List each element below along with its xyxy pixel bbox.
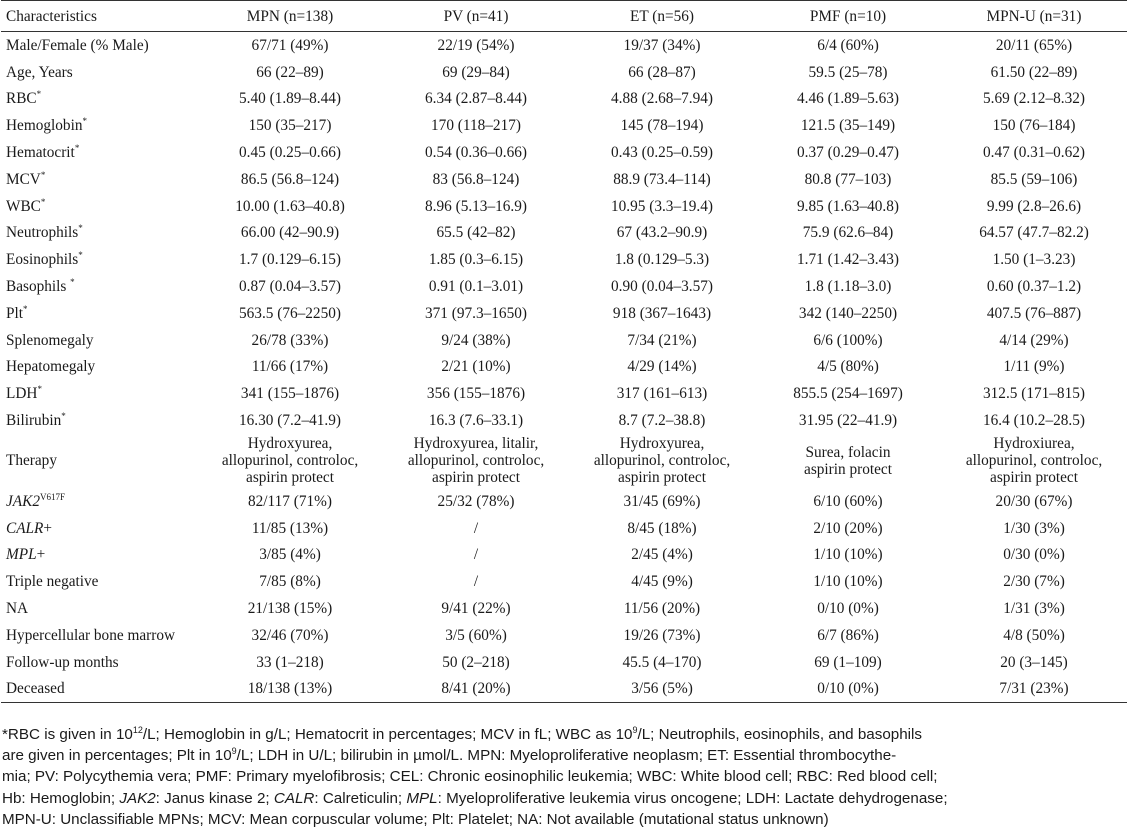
row-label-text: Bilirubin (6, 412, 62, 430)
row-label-superscript: * (23, 303, 28, 314)
table-cell: 61.50 (22–89) (990, 63, 1078, 81)
table-cell: 150 (76–184) (992, 117, 1076, 135)
header-mpn: MPN (n=138) (197, 1, 383, 32)
row-label-text: Triple negative (6, 573, 99, 591)
table-cell: 16.30 (7.2–41.9) (239, 412, 341, 430)
table-footnote (2, 724, 1122, 830)
table-cell: 66 (28–87) (628, 63, 696, 81)
table-cell: 32/46 (70%) (251, 626, 329, 644)
table-cell: 86.5 (56.8–124) (240, 170, 340, 188)
row-label (1, 246, 197, 273)
row-label (1, 434, 197, 488)
table-cell: 64.57 (47.7–82.2) (979, 224, 1089, 242)
footnote-text: MPN-U: Unclassifiable MPNs; MCV: Mean corpuscular volume; Plt: Platelet; NA: Not available (mutational status unknown) (2, 810, 829, 828)
table-cell-line: aspirin protect (618, 469, 706, 487)
table-row (1, 327, 1127, 354)
table-cell: 9/41 (22%) (441, 600, 511, 618)
row-label (1, 649, 197, 676)
row-label (1, 622, 197, 649)
table-row (1, 542, 1127, 569)
table-cell: 312.5 (171–815) (983, 385, 1085, 403)
row-label-superscript: * (37, 384, 42, 395)
table-cell: 1.8 (1.18–3.0) (804, 278, 892, 296)
row-label (1, 327, 197, 354)
table-cell: 9/24 (38%) (441, 331, 511, 349)
table-cell: 2/21 (10%) (441, 358, 511, 376)
table-cell: 8.7 (7.2–38.8) (618, 412, 706, 430)
table-row (1, 166, 1127, 193)
table-cell: 1/10 (10%) (813, 546, 883, 564)
row-label (1, 568, 197, 595)
table-cell: 3/5 (60%) (445, 626, 507, 644)
table-cell: 31.95 (22–41.9) (798, 412, 898, 430)
table-cell: 31/45 (69%) (623, 492, 701, 510)
row-label-text: LDH (6, 385, 38, 403)
table-row (1, 380, 1127, 407)
row-label-suffix: + (36, 546, 46, 564)
footnote-text: /L; Neutrophils, eosinophils, and basophils (637, 726, 923, 743)
table-cell (383, 434, 569, 488)
row-label (1, 86, 197, 113)
row-label (1, 300, 197, 327)
table-cell-line: aspirin protect (804, 460, 892, 478)
table-cell: 20/30 (67%) (995, 492, 1073, 510)
table-cell: 4.46 (1.89–5.63) (797, 90, 899, 108)
row-label-text: NA (6, 600, 29, 618)
table-cell: 0.45 (0.25–0.66) (239, 144, 341, 162)
footnote-line (2, 745, 1122, 766)
row-label-superscript: * (70, 276, 75, 287)
table-cell: 75.9 (62.6–84) (802, 224, 894, 242)
row-label-superscript: * (74, 142, 80, 153)
table-cell-line: Hydroxyurea, (619, 435, 705, 453)
row-label (1, 112, 197, 139)
row-label-text: Splenomegaly (6, 331, 94, 349)
table-row (1, 86, 1127, 113)
characteristics-table (1, 0, 1127, 703)
table-row (1, 676, 1127, 703)
table-row (1, 354, 1127, 381)
table-cell: 20 (3–145) (1000, 653, 1068, 671)
row-label-text: MCV (6, 170, 41, 188)
table-cell: 2/45 (4%) (631, 546, 693, 564)
table-cell: 5.69 (2.12–8.32) (983, 90, 1085, 108)
table-cell (941, 434, 1127, 488)
row-label (1, 595, 197, 622)
table-cell-line: Hydroxiurea, (993, 435, 1075, 453)
header-mpn-u: MPN-U (n=31) (941, 1, 1127, 32)
table-row (1, 622, 1127, 649)
table-cell (197, 434, 383, 488)
row-label-text: Hematocrit (6, 144, 75, 162)
table-cell: 407.5 (76–887) (986, 304, 1082, 322)
table-cell: 59.5 (25–78) (808, 63, 888, 81)
footnote-text: *RBC is given in 10 (2, 726, 133, 743)
table-cell: 4/8 (50%) (1003, 626, 1065, 644)
table-cell: 83 (56.8–124) (432, 170, 520, 188)
table-cell: 45.5 (4–170) (622, 653, 702, 671)
footnote-text: : Janus kinase 2; (155, 789, 274, 807)
table-row (1, 488, 1127, 515)
row-label-text: RBC (6, 90, 37, 108)
header-pmf: PMF (n=10) (755, 1, 941, 32)
table-cell: 1/31 (3%) (1003, 600, 1065, 618)
row-label-superscript: * (78, 250, 83, 261)
footnote-text: JAK2 (119, 789, 156, 807)
table-cell: 170 (118–217) (431, 117, 521, 135)
table-cell: 145 (78–194) (620, 117, 704, 135)
table-cell: 10.00 (1.63–40.8) (235, 197, 345, 215)
table-cell: 0.47 (0.31–0.62) (983, 144, 1085, 162)
table-cell: 563.5 (76–2250) (239, 304, 341, 322)
row-label-text: Plt (6, 304, 24, 322)
footnote-text: : Myeloproliferative leukemia virus oncogene; LDH: Lactate dehydrogenase; (437, 789, 948, 807)
row-label-superscript: * (78, 223, 83, 234)
row-label-text: Eosinophils (6, 251, 79, 269)
table-cell: 0.60 (0.37–1.2) (986, 278, 1082, 296)
table-cell (569, 434, 755, 488)
footnote-superscript: 9 (231, 746, 237, 757)
table-cell-line: Hydroxyurea, (247, 435, 333, 453)
table-cell: 0.91 (0.1–3.01) (428, 278, 524, 296)
row-label-superscript: * (82, 116, 87, 127)
row-label (1, 193, 197, 220)
row-label-text: Basophils (6, 278, 71, 296)
table-cell: 4/14 (29%) (999, 331, 1069, 349)
table-cell: 0/30 (0%) (1003, 546, 1065, 564)
table-cell: 2/30 (7%) (1003, 573, 1065, 591)
table-cell-line: allopurinol, controloc, (965, 452, 1103, 470)
table-cell: 11/66 (17%) (251, 358, 329, 376)
footnote-text: MPL (406, 789, 438, 807)
row-label (1, 354, 197, 381)
row-label (1, 139, 197, 166)
table-row (1, 112, 1127, 139)
table-cell-line: Hydroxyurea, litalir, (413, 435, 539, 453)
table-cell: 6/4 (60%) (817, 36, 879, 54)
table-cell: 80.8 (77–103) (804, 170, 892, 188)
row-label-text: MPL (6, 546, 37, 564)
table-cell: 341 (155–1876) (240, 385, 340, 403)
table-row (1, 649, 1127, 676)
footnote-text: CALR (273, 789, 315, 807)
footnote-text: mia; PV: Polycythemia vera; PMF: Primary myelofibrosis; CEL: Chronic eosinophilic leukemia; WBC: White blood cell; RBC: Red blood cell; (2, 768, 938, 786)
table-row (1, 515, 1127, 542)
table-cell: 66.00 (42–90.9) (240, 224, 340, 242)
footnote-superscript: 12 (132, 724, 143, 735)
row-label-text: Follow-up months (6, 653, 119, 671)
table-cell: 2/10 (20%) (813, 519, 883, 537)
table-cell: 26/78 (33%) (251, 331, 329, 349)
table-cell: 855.5 (254–1697) (793, 385, 903, 403)
table-header-row (1, 1, 1127, 32)
footnote-line (2, 809, 1122, 830)
table-cell: 0/10 (0%) (817, 600, 879, 618)
table-cell: 4/29 (14%) (627, 358, 697, 376)
table-cell: 0.54 (0.36–0.66) (425, 144, 527, 162)
table-cell: 20/11 (65%) (995, 36, 1073, 54)
row-label (1, 676, 197, 703)
table-cell: 3/56 (5%) (569, 676, 755, 703)
table-row (1, 595, 1127, 622)
footnote-superscript: 9 (632, 724, 638, 735)
table-cell: 6.34 (2.87–8.44) (425, 90, 527, 108)
table-cell: 11/85 (13%) (251, 519, 329, 537)
row-label-superscript: * (61, 410, 66, 421)
row-label-text: Neutrophils (6, 224, 79, 242)
footnote-text: /L; LDH in U/L; bilirubin in µmol/L. MPN: Myeloproliferative neoplasm; ET: Essential thrombocythe- (236, 747, 897, 765)
table-row (1, 59, 1127, 86)
footnote-line (2, 788, 1122, 809)
table-cell: 1.50 (1–3.23) (992, 251, 1076, 269)
row-label (1, 542, 197, 569)
table-cell: 1.7 (0.129–6.15) (239, 251, 341, 269)
table-cell: 16.4 (10.2–28.5) (983, 412, 1085, 430)
row-label (1, 273, 197, 300)
table-cell: 69 (1–109) (814, 653, 882, 671)
table-cell: 8/45 (18%) (627, 519, 697, 537)
row-label (1, 407, 197, 434)
table-cell: 22/19 (54%) (437, 36, 515, 54)
table-row (1, 193, 1127, 220)
table-row (1, 32, 1127, 59)
row-label-text: WBC (6, 197, 41, 215)
row-label-text: Hemoglobin (6, 117, 83, 135)
table-cell: 7/34 (21%) (627, 331, 697, 349)
footnote-line (2, 766, 1122, 787)
row-label-suffix: + (43, 519, 53, 537)
table-cell: 18/138 (13%) (197, 676, 383, 703)
row-label (1, 32, 197, 59)
table-cell: 356 (155–1876) (426, 385, 526, 403)
table-cell: 4.88 (2.68–7.94) (611, 90, 713, 108)
table-cell: 1/11 (9%) (1003, 358, 1065, 376)
row-label-text: Therapy (6, 452, 57, 470)
table-row (1, 434, 1127, 488)
row-label (1, 59, 197, 86)
table-cell: 4/45 (9%) (631, 573, 693, 591)
table-cell: 5.40 (1.89–8.44) (239, 90, 341, 108)
table-cell: 3/85 (4%) (259, 546, 321, 564)
table-row (1, 246, 1127, 273)
footnote-line (2, 724, 1122, 745)
table-cell: 8/41 (20%) (383, 676, 569, 703)
table-cell: / (473, 546, 479, 564)
table-cell: 0.37 (0.29–0.47) (797, 144, 899, 162)
row-label-superscript: V617F (40, 491, 66, 502)
table-cell: 7/31 (23%) (941, 676, 1127, 703)
table-cell: 1.8 (0.129–5.3) (614, 251, 710, 269)
table-cell: 69 (29–84) (442, 63, 510, 81)
table-cell (755, 434, 941, 488)
table-cell: / (473, 573, 479, 591)
table-cell: 342 (140–2250) (798, 304, 898, 322)
row-label (1, 380, 197, 407)
table-cell: 82/117 (71%) (248, 492, 332, 510)
table-cell: 7/85 (8%) (259, 573, 321, 591)
table-cell: 6/7 (86%) (817, 626, 879, 644)
table-cell-line: allopurinol, controloc, (593, 452, 731, 470)
table-cell: 1.71 (1.42–3.43) (797, 251, 899, 269)
row-label-text: Age, Years (6, 63, 73, 81)
table-cell-line: aspirin protect (432, 469, 520, 487)
table-cell: 1/30 (3%) (1003, 519, 1065, 537)
footnote-text: : Calreticulin; (314, 789, 407, 807)
table-cell: 9.85 (1.63–40.8) (797, 197, 899, 215)
table-cell: 33 (1–218) (256, 653, 324, 671)
row-label-text: JAK2 (6, 492, 40, 510)
table-cell: 121.5 (35–149) (800, 117, 896, 135)
table-body (1, 32, 1127, 703)
table-cell: 67/71 (49%) (251, 36, 329, 54)
table-cell: 0.90 (0.04–3.57) (611, 278, 713, 296)
header-characteristics: Characteristics (1, 1, 197, 32)
table-row (1, 273, 1127, 300)
table-cell: 150 (35–217) (248, 117, 332, 135)
table-row (1, 300, 1127, 327)
row-label (1, 488, 197, 515)
table-cell: 88.9 (73.4–114) (613, 170, 711, 188)
table-cell: 21/138 (15%) (247, 600, 333, 618)
table-cell: 918 (367–1643) (612, 304, 712, 322)
table-cell: 10.95 (3.3–19.4) (611, 197, 713, 215)
table-cell: 6/10 (60%) (813, 492, 883, 510)
table-cell: 1/10 (10%) (813, 573, 883, 591)
footnote-text: Hb: Hemoglobin; (2, 789, 120, 807)
table-cell-line: aspirin protect (246, 469, 334, 487)
table-cell: 371 (97.3–1650) (425, 304, 527, 322)
table-cell: 25/32 (78%) (437, 492, 515, 510)
table-cell: / (473, 519, 479, 537)
table-cell: 85.5 (59–106) (990, 170, 1078, 188)
table-cell: 9.99 (2.8–26.6) (986, 197, 1082, 215)
table-row (1, 568, 1127, 595)
table-row (1, 407, 1127, 434)
table-cell: 50 (2–218) (442, 653, 510, 671)
row-label-text: Male/Female (% Male) (6, 36, 149, 54)
header-et: ET (n=56) (569, 1, 755, 32)
row-label-superscript: * (40, 169, 46, 180)
table-row (1, 139, 1127, 166)
row-label-text: CALR (6, 519, 44, 537)
table-cell-line: Surea, folacin (805, 443, 891, 461)
table-cell: 19/26 (73%) (623, 626, 701, 644)
table-cell: 6/6 (100%) (813, 331, 883, 349)
row-label (1, 515, 197, 542)
footnote-text: /L; Hemoglobin in g/L; Hematocrit in percentages; MCV in fL; WBC as 10 (142, 726, 633, 743)
row-label-text: Hepatomegaly (6, 358, 96, 376)
table-cell: 19/37 (34%) (623, 36, 701, 54)
row-label (1, 166, 197, 193)
table-cell: 65.5 (42–82) (436, 224, 516, 242)
table-cell: 0.43 (0.25–0.59) (611, 144, 713, 162)
row-label (1, 220, 197, 247)
table-cell: 0.87 (0.04–3.57) (239, 278, 341, 296)
row-label-text: Hypercellular bone marrow (6, 626, 176, 644)
footnote-text: are given in percentages; Plt in 10 (2, 747, 232, 765)
table-cell: 8.96 (5.13–16.9) (425, 197, 527, 215)
table-cell: 317 (161–613) (616, 385, 708, 403)
table-cell-line: allopurinol, controloc, (407, 452, 545, 470)
table-cell: 4/5 (80%) (817, 358, 879, 376)
table-cell: 11/56 (20%) (623, 600, 701, 618)
table-cell: 16.3 (7.6–33.1) (428, 412, 524, 430)
row-label-superscript: * (40, 196, 46, 207)
table-row (1, 220, 1127, 247)
table-cell: 1.85 (0.3–6.15) (428, 251, 524, 269)
table-cell-line: allopurinol, controloc, (221, 452, 359, 470)
header-pv: PV (n=41) (383, 1, 569, 32)
table-cell-line: aspirin protect (990, 469, 1078, 487)
table-cell: 67 (43.2–90.9) (616, 224, 708, 242)
table-cell: 66 (22–89) (256, 63, 324, 81)
row-label-text: Deceased (6, 680, 65, 698)
row-label-superscript: * (36, 89, 42, 100)
table-cell: 0/10 (0%) (755, 676, 941, 703)
